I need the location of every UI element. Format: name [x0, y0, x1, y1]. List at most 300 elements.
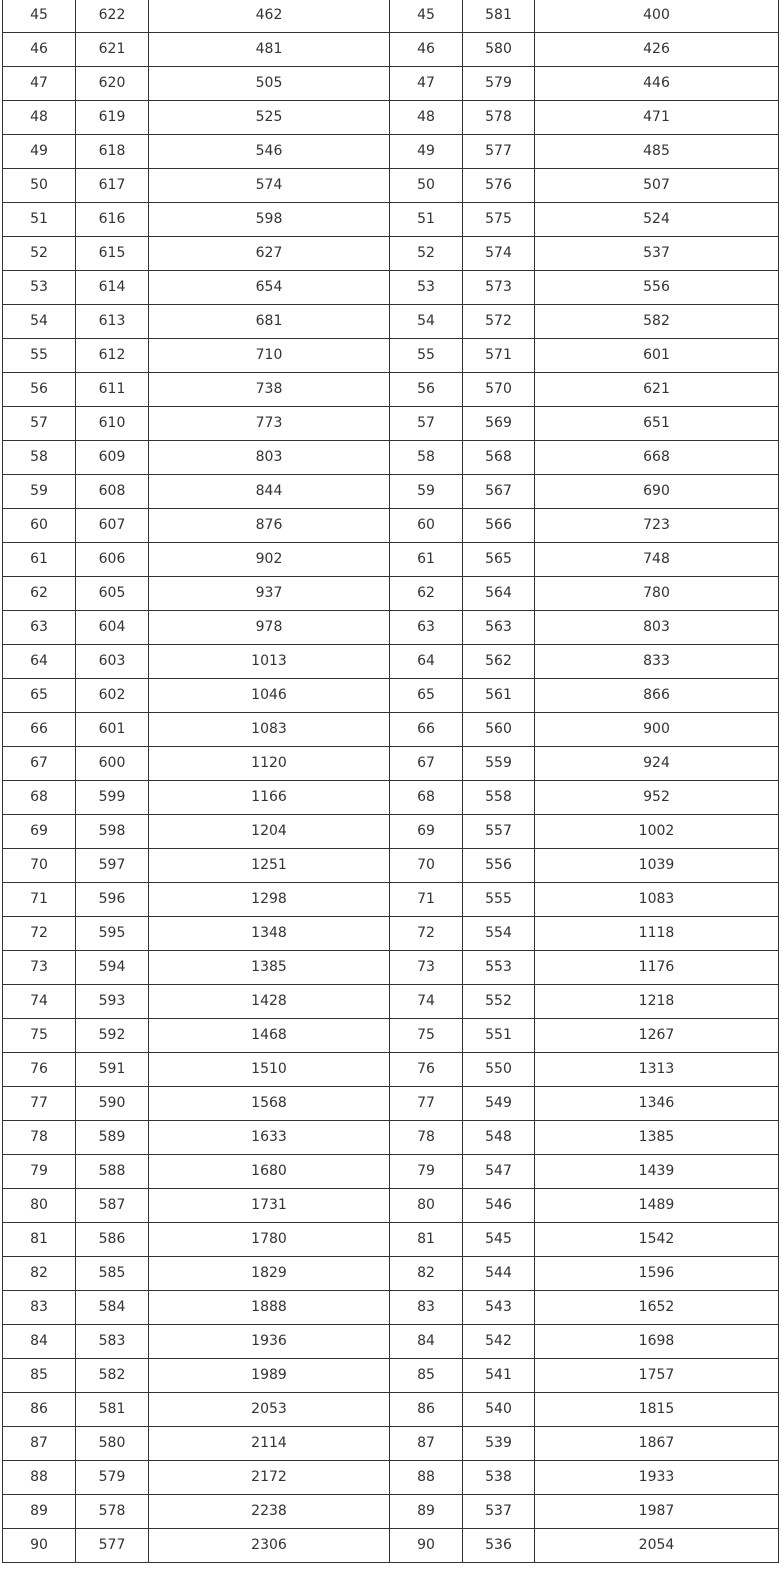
table-cell-score-left: 603 [76, 645, 149, 679]
table-cell-rank-left: 61 [3, 543, 76, 577]
table-cell-rank-left: 62 [3, 577, 76, 611]
table-row [3, 475, 779, 509]
table-cell-cumulative-left: 2114 [149, 1427, 390, 1461]
table-cell-rank-right: 50 [390, 169, 463, 203]
table-cell-score-right: 571 [463, 339, 535, 373]
table-row [3, 1087, 779, 1121]
table-cell-cumulative-left: 1298 [149, 883, 390, 917]
table-cell-score-right: 542 [463, 1325, 535, 1359]
table-cell-rank-left: 48 [3, 101, 76, 135]
table-cell-rank-left: 68 [3, 781, 76, 815]
table-cell-score-left: 587 [76, 1189, 149, 1223]
table-row [3, 441, 779, 475]
table-cell-rank-right: 87 [390, 1427, 463, 1461]
table-cell-cumulative-right: 1083 [535, 883, 779, 917]
table-row [3, 169, 779, 203]
table-cell-score-left: 620 [76, 67, 149, 101]
table-cell-score-left: 616 [76, 203, 149, 237]
table-cell-cumulative-right: 900 [535, 713, 779, 747]
table-cell-cumulative-left: 1468 [149, 1019, 390, 1053]
table-cell-cumulative-right: 621 [535, 373, 779, 407]
table-cell-score-left: 615 [76, 237, 149, 271]
table-cell-score-left: 578 [76, 1495, 149, 1529]
table-cell-score-left: 593 [76, 985, 149, 1019]
table-cell-rank-right: 78 [390, 1121, 463, 1155]
table-cell-cumulative-left: 627 [149, 237, 390, 271]
table-cell-score-right: 550 [463, 1053, 535, 1087]
table-cell-score-right: 565 [463, 543, 535, 577]
table-cell-rank-left: 83 [3, 1291, 76, 1325]
table-cell-cumulative-right: 1385 [535, 1121, 779, 1155]
table-row [3, 67, 779, 101]
table-row [3, 985, 779, 1019]
table-cell-rank-left: 54 [3, 305, 76, 339]
table-cell-rank-left: 58 [3, 441, 76, 475]
table-cell-cumulative-right: 2054 [535, 1529, 779, 1563]
table-cell-rank-left: 89 [3, 1495, 76, 1529]
table-cell-score-right: 554 [463, 917, 535, 951]
table-row [3, 407, 779, 441]
table-cell-score-left: 608 [76, 475, 149, 509]
table-cell-cumulative-right: 446 [535, 67, 779, 101]
table-cell-rank-left: 55 [3, 339, 76, 373]
table-row [3, 1461, 779, 1495]
table-cell-cumulative-right: 537 [535, 237, 779, 271]
table-cell-cumulative-left: 546 [149, 135, 390, 169]
table-cell-score-right: 576 [463, 169, 535, 203]
table-row [3, 815, 779, 849]
table-cell-cumulative-left: 1680 [149, 1155, 390, 1189]
table-row [3, 1427, 779, 1461]
table-row [3, 203, 779, 237]
table-cell-rank-right: 63 [390, 611, 463, 645]
table-cell-score-right: 540 [463, 1393, 535, 1427]
table-cell-rank-left: 47 [3, 67, 76, 101]
table-cell-cumulative-right: 1987 [535, 1495, 779, 1529]
table-row [3, 33, 779, 67]
table-cell-score-right: 544 [463, 1257, 535, 1291]
table-cell-rank-left: 46 [3, 33, 76, 67]
table-cell-rank-right: 67 [390, 747, 463, 781]
table-cell-cumulative-right: 1652 [535, 1291, 779, 1325]
table-cell-cumulative-right: 1039 [535, 849, 779, 883]
table-cell-rank-right: 86 [390, 1393, 463, 1427]
table-cell-cumulative-right: 1439 [535, 1155, 779, 1189]
table-cell-score-left: 583 [76, 1325, 149, 1359]
table-row [3, 1155, 779, 1189]
table-cell-rank-right: 82 [390, 1257, 463, 1291]
table-cell-rank-left: 86 [3, 1393, 76, 1427]
table-cell-cumulative-right: 485 [535, 135, 779, 169]
table-cell-rank-left: 65 [3, 679, 76, 713]
table-cell-rank-left: 80 [3, 1189, 76, 1223]
table-cell-rank-right: 53 [390, 271, 463, 305]
table-cell-cumulative-right: 668 [535, 441, 779, 475]
table-row [3, 339, 779, 373]
table-cell-rank-right: 65 [390, 679, 463, 713]
table-cell-rank-right: 71 [390, 883, 463, 917]
table-cell-score-left: 618 [76, 135, 149, 169]
score-table-body [3, 0, 779, 1563]
table-cell-rank-right: 52 [390, 237, 463, 271]
table-cell-rank-right: 90 [390, 1529, 463, 1563]
table-cell-rank-right: 47 [390, 67, 463, 101]
table-cell-score-right: 575 [463, 203, 535, 237]
table-cell-score-left: 585 [76, 1257, 149, 1291]
table-cell-rank-left: 72 [3, 917, 76, 951]
table-row [3, 883, 779, 917]
table-row [3, 1257, 779, 1291]
table-cell-score-left: 590 [76, 1087, 149, 1121]
table-cell-score-left: 598 [76, 815, 149, 849]
table-cell-score-left: 610 [76, 407, 149, 441]
table-cell-rank-left: 90 [3, 1529, 76, 1563]
table-cell-score-right: 561 [463, 679, 535, 713]
table-cell-cumulative-left: 1510 [149, 1053, 390, 1087]
table-cell-rank-right: 79 [390, 1155, 463, 1189]
table-cell-rank-left: 57 [3, 407, 76, 441]
table-cell-rank-left: 78 [3, 1121, 76, 1155]
table-cell-score-right: 536 [463, 1529, 535, 1563]
table-cell-score-left: 612 [76, 339, 149, 373]
table-row [3, 305, 779, 339]
table-cell-cumulative-left: 525 [149, 101, 390, 135]
table-cell-cumulative-right: 582 [535, 305, 779, 339]
table-cell-rank-right: 45 [390, 0, 463, 33]
table-cell-rank-left: 71 [3, 883, 76, 917]
table-cell-score-left: 617 [76, 169, 149, 203]
table-cell-cumulative-right: 723 [535, 509, 779, 543]
table-cell-rank-left: 81 [3, 1223, 76, 1257]
table-cell-cumulative-left: 844 [149, 475, 390, 509]
table-cell-score-right: 574 [463, 237, 535, 271]
table-cell-score-right: 552 [463, 985, 535, 1019]
table-cell-score-right: 549 [463, 1087, 535, 1121]
table-cell-score-right: 560 [463, 713, 535, 747]
table-cell-rank-right: 88 [390, 1461, 463, 1495]
table-cell-cumulative-right: 471 [535, 101, 779, 135]
table-cell-cumulative-left: 2306 [149, 1529, 390, 1563]
table-cell-cumulative-left: 876 [149, 509, 390, 543]
table-cell-cumulative-left: 738 [149, 373, 390, 407]
table-cell-score-left: 581 [76, 1393, 149, 1427]
table-cell-score-right: 558 [463, 781, 535, 815]
table-cell-score-left: 609 [76, 441, 149, 475]
table-cell-rank-right: 57 [390, 407, 463, 441]
table-row [3, 645, 779, 679]
table-cell-cumulative-left: 1120 [149, 747, 390, 781]
table-cell-score-right: 551 [463, 1019, 535, 1053]
table-cell-cumulative-left: 574 [149, 169, 390, 203]
table-cell-cumulative-right: 1815 [535, 1393, 779, 1427]
table-row [3, 849, 779, 883]
table-cell-cumulative-left: 481 [149, 33, 390, 67]
table-cell-cumulative-left: 1888 [149, 1291, 390, 1325]
table-cell-rank-right: 83 [390, 1291, 463, 1325]
table-cell-score-right: 567 [463, 475, 535, 509]
table-cell-cumulative-left: 654 [149, 271, 390, 305]
table-cell-score-left: 611 [76, 373, 149, 407]
table-cell-score-right: 581 [463, 0, 535, 33]
table-cell-cumulative-right: 524 [535, 203, 779, 237]
table-row [3, 101, 779, 135]
table-row [3, 373, 779, 407]
table-cell-rank-left: 45 [3, 0, 76, 33]
table-cell-score-left: 588 [76, 1155, 149, 1189]
table-cell-rank-left: 77 [3, 1087, 76, 1121]
table-cell-score-left: 614 [76, 271, 149, 305]
table-cell-cumulative-right: 1489 [535, 1189, 779, 1223]
table-cell-score-right: 578 [463, 101, 535, 135]
table-cell-rank-right: 54 [390, 305, 463, 339]
table-cell-cumulative-left: 773 [149, 407, 390, 441]
table-cell-rank-left: 64 [3, 645, 76, 679]
table-row [3, 951, 779, 985]
table-cell-cumulative-left: 1989 [149, 1359, 390, 1393]
table-cell-score-right: 547 [463, 1155, 535, 1189]
table-cell-rank-left: 74 [3, 985, 76, 1019]
table-cell-score-left: 597 [76, 849, 149, 883]
table-row [3, 1325, 779, 1359]
table-row [3, 917, 779, 951]
table-cell-cumulative-right: 1218 [535, 985, 779, 1019]
table-cell-cumulative-left: 681 [149, 305, 390, 339]
table-cell-score-right: 548 [463, 1121, 535, 1155]
table-cell-score-right: 570 [463, 373, 535, 407]
table-cell-rank-left: 88 [3, 1461, 76, 1495]
table-cell-rank-left: 66 [3, 713, 76, 747]
table-cell-cumulative-right: 1118 [535, 917, 779, 951]
table-cell-score-right: 568 [463, 441, 535, 475]
table-cell-cumulative-left: 1251 [149, 849, 390, 883]
table-cell-score-right: 556 [463, 849, 535, 883]
table-cell-cumulative-right: 690 [535, 475, 779, 509]
table-cell-score-left: 602 [76, 679, 149, 713]
table-cell-rank-right: 74 [390, 985, 463, 1019]
table-cell-cumulative-left: 1936 [149, 1325, 390, 1359]
table-cell-score-left: 621 [76, 33, 149, 67]
table-cell-score-left: 580 [76, 1427, 149, 1461]
table-cell-score-right: 563 [463, 611, 535, 645]
table-cell-score-right: 553 [463, 951, 535, 985]
table-cell-cumulative-left: 1633 [149, 1121, 390, 1155]
table-cell-cumulative-right: 507 [535, 169, 779, 203]
table-cell-rank-right: 62 [390, 577, 463, 611]
table-cell-rank-left: 63 [3, 611, 76, 645]
table-cell-rank-left: 60 [3, 509, 76, 543]
table-cell-score-left: 579 [76, 1461, 149, 1495]
table-cell-cumulative-right: 1596 [535, 1257, 779, 1291]
table-cell-cumulative-left: 1428 [149, 985, 390, 1019]
table-row [3, 1359, 779, 1393]
table-cell-rank-right: 51 [390, 203, 463, 237]
table-cell-rank-right: 85 [390, 1359, 463, 1393]
table-cell-score-left: 582 [76, 1359, 149, 1393]
table-cell-score-right: 577 [463, 135, 535, 169]
table-cell-score-left: 596 [76, 883, 149, 917]
table-cell-rank-left: 69 [3, 815, 76, 849]
table-cell-cumulative-left: 1083 [149, 713, 390, 747]
table-cell-score-right: 572 [463, 305, 535, 339]
table-cell-cumulative-left: 1166 [149, 781, 390, 815]
table-cell-cumulative-left: 1348 [149, 917, 390, 951]
table-cell-rank-right: 48 [390, 101, 463, 135]
table-cell-rank-right: 76 [390, 1053, 463, 1087]
table-cell-rank-right: 59 [390, 475, 463, 509]
table-cell-cumulative-right: 1176 [535, 951, 779, 985]
table-cell-rank-left: 51 [3, 203, 76, 237]
table-cell-cumulative-right: 833 [535, 645, 779, 679]
table-cell-rank-left: 84 [3, 1325, 76, 1359]
table-row [3, 237, 779, 271]
table-cell-score-right: 538 [463, 1461, 535, 1495]
table-cell-cumulative-left: 978 [149, 611, 390, 645]
table-cell-score-left: 605 [76, 577, 149, 611]
table-cell-rank-right: 70 [390, 849, 463, 883]
table-cell-cumulative-right: 1933 [535, 1461, 779, 1495]
table-cell-rank-left: 73 [3, 951, 76, 985]
table-cell-rank-left: 49 [3, 135, 76, 169]
table-cell-rank-left: 79 [3, 1155, 76, 1189]
table-cell-score-left: 594 [76, 951, 149, 985]
table-cell-rank-right: 69 [390, 815, 463, 849]
table-cell-rank-left: 87 [3, 1427, 76, 1461]
table-cell-score-right: 545 [463, 1223, 535, 1257]
table-cell-cumulative-left: 1731 [149, 1189, 390, 1223]
table-row [3, 577, 779, 611]
table-cell-rank-left: 52 [3, 237, 76, 271]
table-cell-rank-right: 58 [390, 441, 463, 475]
table-cell-cumulative-right: 1002 [535, 815, 779, 849]
table-cell-cumulative-right: 1698 [535, 1325, 779, 1359]
table-cell-cumulative-left: 803 [149, 441, 390, 475]
table-cell-score-left: 592 [76, 1019, 149, 1053]
table-cell-score-left: 591 [76, 1053, 149, 1087]
table-cell-rank-right: 80 [390, 1189, 463, 1223]
table-row [3, 1019, 779, 1053]
table-cell-cumulative-right: 803 [535, 611, 779, 645]
table-cell-rank-right: 49 [390, 135, 463, 169]
table-row [3, 1495, 779, 1529]
table-row [3, 271, 779, 305]
table-cell-rank-right: 55 [390, 339, 463, 373]
table-cell-score-left: 622 [76, 0, 149, 33]
table-cell-cumulative-left: 2172 [149, 1461, 390, 1495]
table-cell-score-left: 600 [76, 747, 149, 781]
table-cell-rank-left: 76 [3, 1053, 76, 1087]
table-cell-cumulative-left: 2053 [149, 1393, 390, 1427]
table-row [3, 781, 779, 815]
table-cell-score-right: 543 [463, 1291, 535, 1325]
table-cell-rank-right: 46 [390, 33, 463, 67]
table-cell-rank-right: 72 [390, 917, 463, 951]
table-row [3, 0, 779, 33]
table-cell-score-left: 586 [76, 1223, 149, 1257]
table-cell-cumulative-right: 866 [535, 679, 779, 713]
table-cell-score-right: 564 [463, 577, 535, 611]
table-cell-rank-right: 56 [390, 373, 463, 407]
table-cell-score-right: 557 [463, 815, 535, 849]
table-cell-cumulative-right: 1757 [535, 1359, 779, 1393]
table-cell-cumulative-left: 1829 [149, 1257, 390, 1291]
score-table [2, 0, 779, 1563]
table-cell-score-left: 584 [76, 1291, 149, 1325]
table-row [3, 1053, 779, 1087]
table-cell-score-left: 595 [76, 917, 149, 951]
table-row [3, 1393, 779, 1427]
table-cell-score-left: 589 [76, 1121, 149, 1155]
table-row [3, 1291, 779, 1325]
table-cell-score-right: 559 [463, 747, 535, 781]
table-cell-score-right: 580 [463, 33, 535, 67]
table-cell-score-left: 619 [76, 101, 149, 135]
table-cell-score-left: 604 [76, 611, 149, 645]
table-cell-cumulative-left: 505 [149, 67, 390, 101]
table-cell-cumulative-left: 1780 [149, 1223, 390, 1257]
table-row [3, 713, 779, 747]
table-cell-score-left: 601 [76, 713, 149, 747]
table-cell-cumulative-right: 400 [535, 0, 779, 33]
table-cell-rank-left: 82 [3, 1257, 76, 1291]
table-cell-rank-right: 61 [390, 543, 463, 577]
table-cell-rank-left: 70 [3, 849, 76, 883]
table-cell-rank-right: 66 [390, 713, 463, 747]
table-cell-rank-left: 56 [3, 373, 76, 407]
table-cell-rank-left: 85 [3, 1359, 76, 1393]
table-cell-cumulative-right: 1267 [535, 1019, 779, 1053]
table-cell-cumulative-left: 462 [149, 0, 390, 33]
table-cell-cumulative-left: 2238 [149, 1495, 390, 1529]
table-cell-cumulative-left: 1013 [149, 645, 390, 679]
table-cell-score-right: 579 [463, 67, 535, 101]
table-cell-rank-right: 73 [390, 951, 463, 985]
table-cell-cumulative-right: 1313 [535, 1053, 779, 1087]
table-row [3, 1189, 779, 1223]
table-cell-score-right: 539 [463, 1427, 535, 1461]
table-row [3, 509, 779, 543]
table-cell-cumulative-left: 1568 [149, 1087, 390, 1121]
table-row [3, 747, 779, 781]
table-cell-rank-left: 75 [3, 1019, 76, 1053]
table-cell-score-left: 607 [76, 509, 149, 543]
table-cell-cumulative-left: 598 [149, 203, 390, 237]
table-cell-score-right: 546 [463, 1189, 535, 1223]
table-cell-score-left: 599 [76, 781, 149, 815]
table-cell-cumulative-right: 601 [535, 339, 779, 373]
table-cell-rank-right: 68 [390, 781, 463, 815]
table-cell-cumulative-right: 556 [535, 271, 779, 305]
table-row [3, 543, 779, 577]
table-cell-rank-left: 53 [3, 271, 76, 305]
table-cell-score-right: 562 [463, 645, 535, 679]
table-row [3, 135, 779, 169]
table-cell-rank-left: 59 [3, 475, 76, 509]
table-cell-cumulative-right: 952 [535, 781, 779, 815]
table-cell-score-right: 569 [463, 407, 535, 441]
table-cell-score-right: 566 [463, 509, 535, 543]
table-cell-score-left: 606 [76, 543, 149, 577]
table-cell-rank-right: 89 [390, 1495, 463, 1529]
table-cell-cumulative-right: 924 [535, 747, 779, 781]
table-cell-rank-right: 75 [390, 1019, 463, 1053]
table-cell-cumulative-right: 1346 [535, 1087, 779, 1121]
table-cell-cumulative-left: 937 [149, 577, 390, 611]
table-cell-score-left: 577 [76, 1529, 149, 1563]
table-cell-score-right: 537 [463, 1495, 535, 1529]
table-cell-score-right: 573 [463, 271, 535, 305]
table-cell-rank-right: 60 [390, 509, 463, 543]
table-row [3, 611, 779, 645]
